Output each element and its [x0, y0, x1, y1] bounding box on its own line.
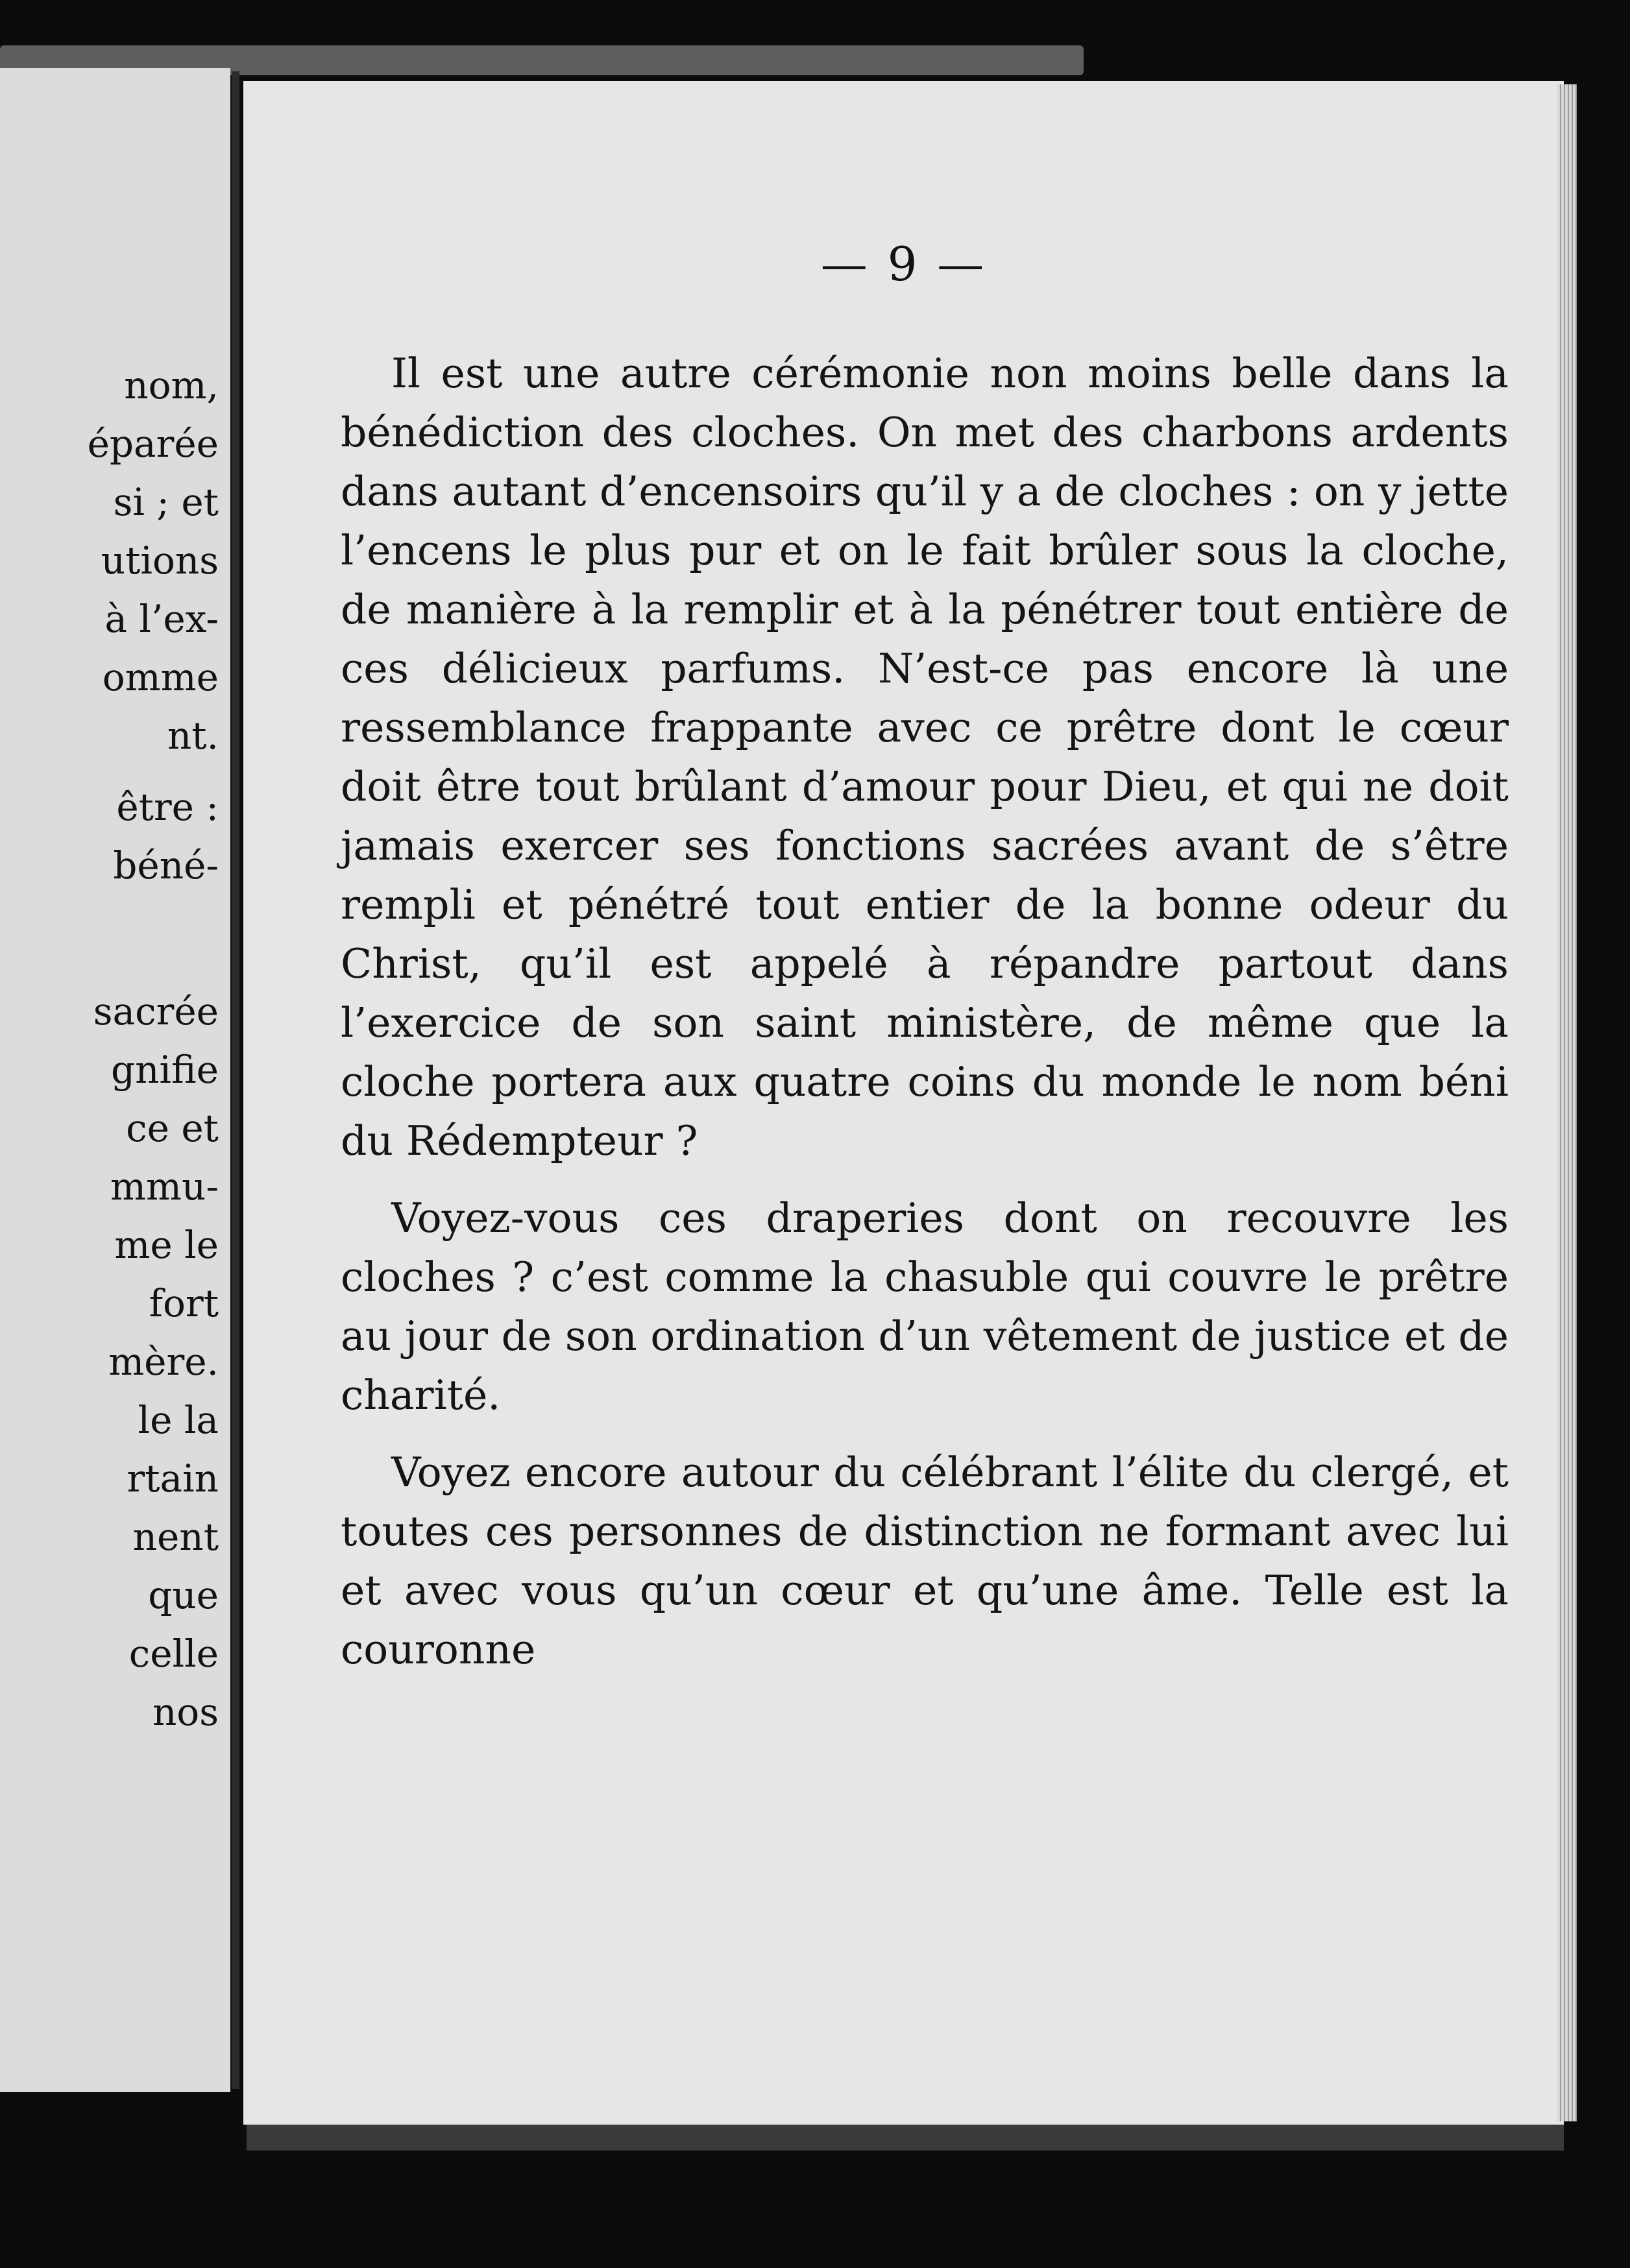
paragraph: Voyez encore autour du célébrant l’élite du clergé, et toutes ces personnes de distinction ne formant avec lui et avec vous qu’un cœur et qu’une âme. Telle est la couronne — [341, 1449, 1509, 1673]
paragraph: Voyez-vous ces draperies dont on recouvre les cloches ? c’est comme la chasuble qui couvre le prêtre au jour de son ordination d’un vêtement de justice et de charité. — [341, 1194, 1509, 1419]
paragraph: Il est une autre cérémonie non moins belle dans la bénédiction des cloches. On met des charbons ardents dans autant d’encensoirs qu’il y a de cloches : on y jette l’encens le plus pur et on le fait brûler sous la cloche, de manière à la remplir et à la pénétrer tout entière de ces délicieux parfums. N’est-ce pas encore là une ressemblance frappante avec ce prêtre dont le cœur doit être tout brûlant d’amour pour Dieu, et qui ne doit jamais exercer ses fonctions sacrées avant de s’être rempli et pénétré tout entier de la bonne odeur du Christ, qu’il est appelé à répandre partout dans l’exercice de son saint ministère, de même que la cloche portera aux quatre coins du monde le nom béni du Rédempteur ? — [341, 350, 1509, 1164]
left-fragment-line: me le — [114, 1223, 219, 1267]
book-gutter — [232, 71, 239, 2089]
page-edges — [1557, 84, 1577, 2121]
left-fragment-line: béné- — [113, 843, 219, 887]
left-fragment-line: omme — [102, 655, 219, 699]
left-fragment-line: nt. — [167, 714, 219, 758]
left-fragment-line: mère. — [108, 1340, 219, 1384]
left-fragment-line: nom, — [124, 363, 219, 407]
left-fragment-line: celle — [128, 1632, 219, 1676]
left-fragment-line: rtain — [127, 1456, 219, 1501]
left-fragment-line: nos — [152, 1690, 219, 1734]
left-fragment-line: ce et — [126, 1106, 219, 1150]
left-fragment-line: fort — [149, 1281, 219, 1325]
left-fragment-line: sacrée — [93, 989, 219, 1033]
left-page-fragment — [0, 68, 230, 2092]
left-fragment-line: que — [148, 1573, 219, 1617]
left-fragment-line: gnifie — [110, 1048, 219, 1092]
left-fragment-line: être : — [116, 785, 219, 829]
right-page — [243, 81, 1564, 2125]
left-fragment-line: mmu- — [110, 1164, 219, 1209]
left-fragment-line: utions — [101, 538, 219, 583]
left-fragment-line: le la — [138, 1398, 219, 1442]
left-fragment-line: éparée — [87, 422, 219, 466]
body-text — [341, 344, 1509, 1697]
page-number: — 9 — — [820, 237, 987, 291]
scan-bottom-shadow — [247, 2125, 1564, 2151]
left-fragment-line: nent — [132, 1515, 219, 1559]
left-fragment-line: à l’ex- — [104, 597, 219, 641]
left-fragment-line: si ; et — [113, 480, 219, 524]
